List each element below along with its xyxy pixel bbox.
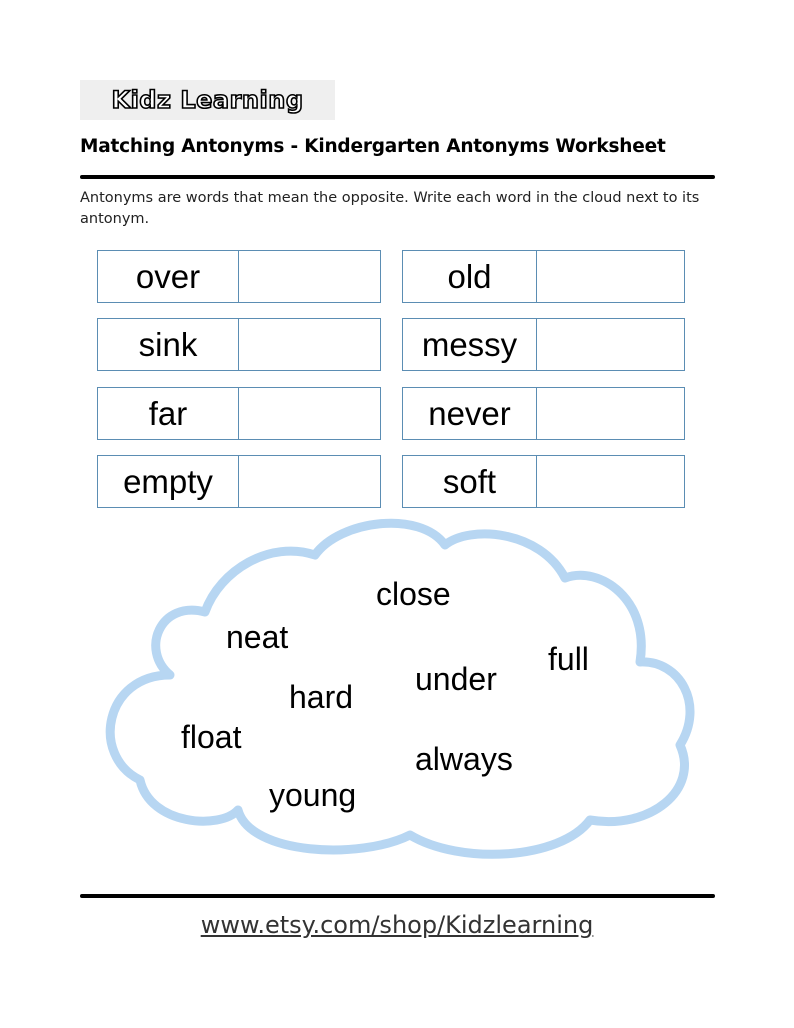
match-word: soft [403,456,537,507]
match-word: messy [403,319,537,370]
cloud-word: under [415,661,497,697]
instructions: Antonyms are words that mean the opposite. Write each word in the cloud next to its antonym. [80,190,700,227]
match-word: over [98,251,239,302]
match-word: never [403,388,537,439]
cloud-word: young [269,777,357,813]
cloud-word: full [548,641,589,677]
shop-link[interactable]: www.etsy.com/shop/Kidzlearning [200,911,594,939]
cloud-word: float [181,719,242,755]
match-word: sink [98,319,239,370]
cloud-word: neat [226,619,289,655]
match-word: far [98,388,239,439]
page-title: Matching Antonyms - Kindergarten Antonyms Worksheet [80,136,666,157]
match-word: empty [98,456,239,507]
bottom-divider [80,894,715,898]
cloud-shape [110,523,690,854]
match-word: old [403,251,537,302]
cloud-word: hard [289,679,354,715]
cloud-word: close [376,576,451,612]
brand-name: Kidz Learning [111,86,304,114]
cloud-word: always [415,741,513,777]
